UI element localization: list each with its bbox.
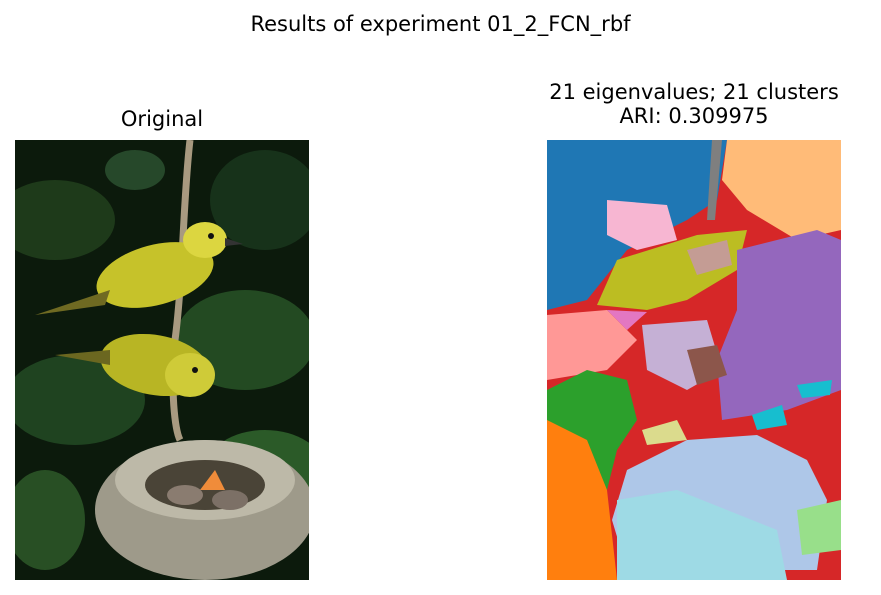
original-photo xyxy=(15,140,309,580)
segmentation-title-ari: ARI: 0.309975 xyxy=(619,104,769,128)
original-image-title: Original xyxy=(120,107,204,131)
segmentation-map xyxy=(547,140,841,580)
segmentation-title-eigen: 21 eigenvalues; 21 clusters xyxy=(549,80,839,104)
figure-suptitle: Results of experiment 01_2_FCN_rbf xyxy=(250,12,631,36)
segmentation-panel xyxy=(547,140,841,580)
original-image-panel xyxy=(15,140,309,580)
segmentation-title xyxy=(494,80,881,128)
